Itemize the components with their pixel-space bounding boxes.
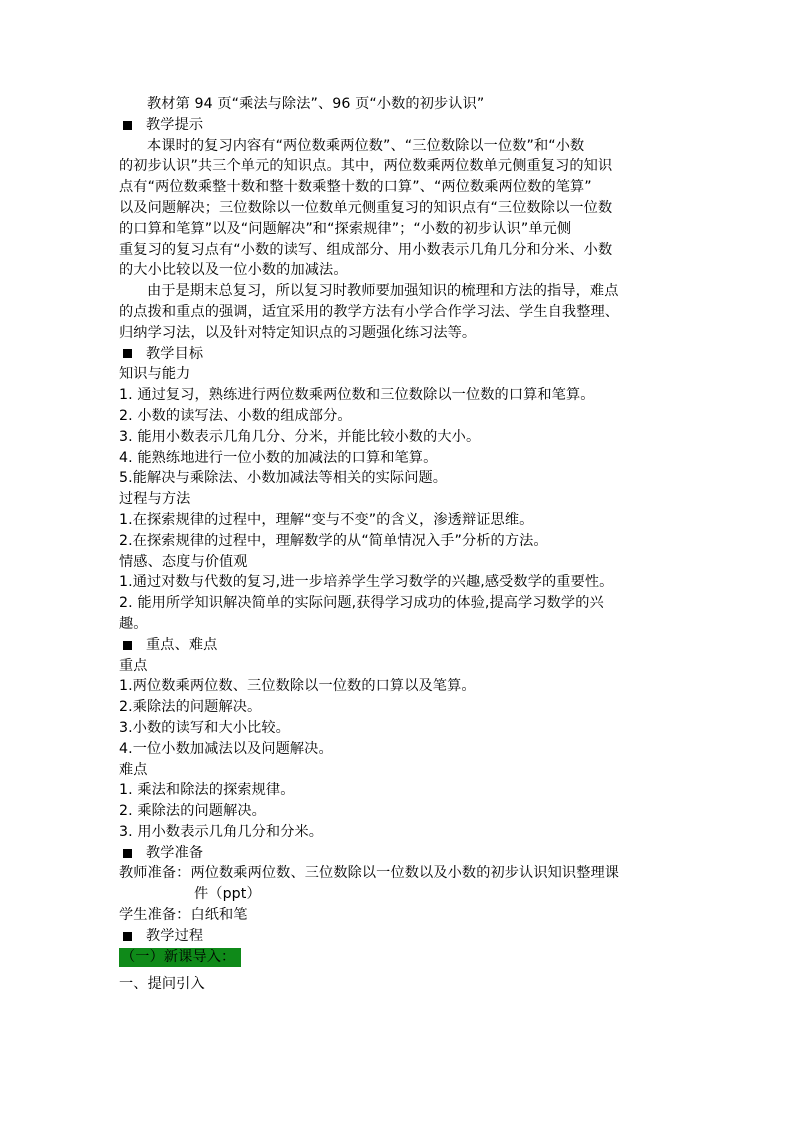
section-heading-key-points [119, 635, 675, 656]
list-item: 2. 乘除法的问题解决。 [119, 803, 266, 820]
section-heading-hints [119, 115, 675, 136]
document-page [119, 94, 675, 994]
list-item: 2.在探索规律的过程中，理解数学的从“简单情况入手”分析的方法。 [119, 532, 548, 549]
paragraph-line: 的初步认识”共三个单元的知识点。其中，两位数乘两位数单元侧重复习的知识 [119, 158, 613, 175]
paragraph-line: 点有“两位数乘整十数和整十数乘整十数的口算”、“两位数乘两位数的笔算” [119, 179, 592, 196]
paragraph-line: 重复习的复习点有“小数的读写、组成部分、用小数表示几角几分和分米、小数 [119, 241, 613, 258]
list-item: 3. 能用小数表示几角几分、分米，并能比较小数的大小。 [119, 428, 481, 445]
list-item: 1.在探索规律的过程中，理解“变与不变”的含义，渗透辩证思维。 [119, 511, 534, 528]
teacher-prep-line: 教师准备：两位数乘两位数、三位数除以一位数以及小数的初步认识知识整理课 [119, 865, 620, 882]
section-heading-goals [119, 344, 675, 365]
section-heading-process [119, 926, 675, 947]
list-item: 趣。 [119, 615, 148, 632]
highlighted-step-label: （一）新课导入： [119, 948, 241, 967]
bullet-square-icon [123, 641, 132, 650]
section-heading-text: 教学过程 [146, 927, 204, 944]
list-item: 5.能解决与乘除法、小数加减法等相关的实际问题。 [119, 470, 448, 487]
subheading: 难点 [119, 761, 148, 778]
list-item: 2. 能用所学知识解决简单的实际问题,获得学习成功的体验,提高学习数学的兴 [119, 595, 604, 612]
section-heading-preparation [119, 843, 675, 864]
paragraph-line: 以及问题解决；三位数除以一位数单元侧重复习的知识点有“三位数除以一位数 [119, 199, 613, 216]
paragraph-line: 的大小比较以及一位小数的加减法。 [119, 262, 348, 279]
subheading: 一、提问引入 [119, 975, 205, 992]
student-prep-line: 学生准备：白纸和笔 [119, 907, 248, 924]
section-heading-text: 教学提示 [146, 116, 204, 133]
section-heading-text: 教学准备 [146, 844, 204, 861]
list-item: 3.小数的读写和大小比较。 [119, 719, 290, 736]
bullet-square-icon [123, 932, 132, 941]
subheading: 重点 [119, 657, 148, 674]
list-item: 2.乘除法的问题解决。 [119, 699, 262, 716]
step-label-row [119, 947, 675, 969]
list-item: 1. 通过复习，熟练进行两位数乘两位数和三位数除以一位数的口算和笔算。 [119, 387, 595, 404]
subheading: 情感、态度与价值观 [119, 553, 248, 570]
list-item: 4.一位小数加减法以及问题解决。 [119, 740, 333, 757]
bullet-square-icon [123, 121, 132, 130]
document-title-line: 教材第 94 页“乘法与除法”、96 页“小数的初步认识” [147, 96, 485, 112]
paragraph-line: 的口算和笔算”以及“问题解决”和“探索规律”；“小数的初步认识”单元侧 [119, 220, 572, 237]
list-item: 1.两位数乘两位数、三位数除以一位数的口算以及笔算。 [119, 678, 476, 695]
bullet-square-icon [123, 349, 132, 358]
bullet-square-icon [123, 849, 132, 858]
list-item: 1. 乘法和除法的探索规律。 [119, 782, 295, 799]
section-heading-text: 教学目标 [146, 345, 204, 362]
section-heading-text: 重点、难点 [146, 636, 218, 653]
paragraph-line: 归纳学习法，以及针对特定知识点的习题强化练习法等。 [119, 324, 477, 341]
list-item: 3. 用小数表示几角几分和分米。 [119, 823, 324, 840]
list-item: 1.通过对数与代数的复习,进一步培养学生学习数学的兴趣,感受数学的重要性。 [119, 574, 614, 591]
paragraph-line: 的点拨和重点的强调，适宜采用的教学方法有小学合作学习法、学生自我整理、 [119, 303, 620, 320]
list-item: 2. 小数的读写法、小数的组成部分。 [119, 407, 352, 424]
subheading: 过程与方法 [119, 491, 191, 508]
subheading: 知识与能力 [119, 366, 191, 383]
teacher-prep-line: 件（ppt） [194, 886, 261, 903]
paragraph-line: 本课时的复习内容有“两位数乘两位数”、“三位数除以一位数”和“小数 [147, 137, 585, 154]
paragraph-line: 由于是期末总复习，所以复习时教师要加强知识的梳理和方法的指导，难点 [147, 283, 619, 300]
list-item: 4. 能熟练地进行一位小数的加减法的口算和笔算。 [119, 449, 438, 466]
